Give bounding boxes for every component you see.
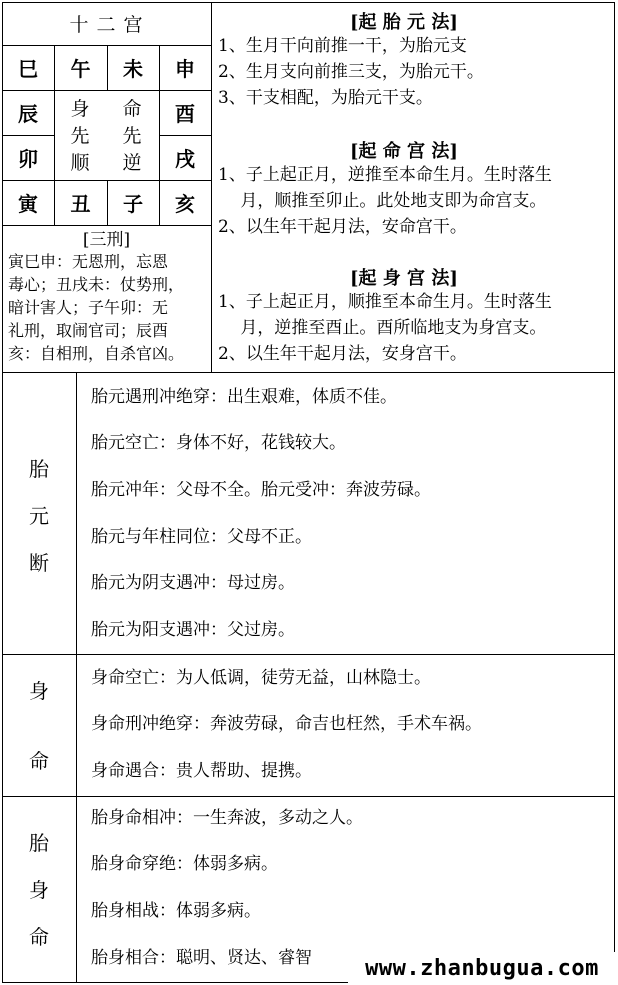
san-xing-title: [三刑] xyxy=(82,229,131,250)
section-item: 胎元遇刑冲绝穿：出生艰难，体质不佳。 xyxy=(91,387,397,407)
san-xing-line: 寅巳申：无恩刑，忘恩 xyxy=(8,252,169,271)
palace-you: 酉 xyxy=(175,102,195,126)
section-label-char: 命 xyxy=(29,924,49,949)
watermark-url: www.zhanbugua.com xyxy=(348,952,616,984)
method-line: 1、生月干向前推一干，为胎元支 xyxy=(218,36,467,56)
method-title-taiyuan: [起 胎 元 法] xyxy=(350,12,458,33)
center-char: 身 xyxy=(70,97,90,120)
section-divider xyxy=(2,654,615,655)
palace-yin: 寅 xyxy=(18,192,38,216)
palace-mao: 卯 xyxy=(18,147,38,171)
san-xing-line: 暗计害人；子午卯：无 xyxy=(8,298,169,317)
section-item: 身命刑冲绝穿：奔波劳碌，命吉也枉然，手术车祸。 xyxy=(91,714,482,734)
method-line: 月，顺推至卯止。此处地支即为命宫支。 xyxy=(218,191,547,211)
center-char: 逆 xyxy=(122,151,142,174)
section-item: 胎元空亡：身体不好，花钱较大。 xyxy=(91,433,346,453)
method-line: 1、子上起正月，顺推至本命生月。生时落生 xyxy=(218,292,552,312)
center-char: 先 xyxy=(70,124,90,147)
section-divider xyxy=(2,372,615,373)
palace-zi: 子 xyxy=(123,192,143,216)
grid-divider-vertical xyxy=(211,2,212,372)
san-xing-line: 礼刑，取闹官司；辰酉 xyxy=(8,321,169,340)
palace-chou: 丑 xyxy=(70,192,91,216)
palace-shen: 申 xyxy=(175,57,195,81)
palace-wei: 未 xyxy=(123,57,143,81)
section-item: 胎元为阴支遇冲：母过房。 xyxy=(91,573,295,593)
method-line: 2、生月支向前推三支，为胎元干。 xyxy=(218,62,484,82)
palace-xu: 戌 xyxy=(175,147,195,171)
section-item: 身命遇合：贵人帮助、提携。 xyxy=(91,761,312,781)
palace-chen: 辰 xyxy=(18,102,38,126)
section-item: 身命空亡：为人低调，徒劳无益，山林隐士。 xyxy=(91,668,431,688)
method-line: 3、干支相配，为胎元干支。 xyxy=(218,88,433,108)
san-xing-line: 毒心；丑戌未：仗势刑， xyxy=(8,275,185,294)
section-item: 胎元冲年：父母不全。胎元受冲：奔波劳碌。 xyxy=(91,480,431,500)
section-label-char: 元 xyxy=(29,503,49,528)
center-char: 命 xyxy=(122,97,142,120)
section-item: 胎身相战：体弱多病。 xyxy=(91,901,261,921)
section-item: 胎身命相冲：一生奔波，多动之人。 xyxy=(91,808,363,828)
section-label-char: 身 xyxy=(29,678,49,703)
section-label-char: 命 xyxy=(29,748,49,773)
grid-title: 十 二 宫 xyxy=(69,14,144,36)
section-item: 胎元与年柱同位：父母不正。 xyxy=(91,527,312,547)
method-line: 1、子上起正月，逆推至本命生月。生时落生 xyxy=(218,165,552,185)
section-label-char: 身 xyxy=(29,877,49,902)
section-label-char: 胎 xyxy=(29,830,49,855)
center-char: 先 xyxy=(122,124,142,147)
center-char: 顺 xyxy=(70,151,90,174)
section-divider xyxy=(2,796,615,797)
label-column-divider xyxy=(76,372,77,983)
palace-si: 巳 xyxy=(18,57,38,81)
method-title-shengong: [起 身 宫 法] xyxy=(350,268,458,289)
section-label-char: 胎 xyxy=(29,456,49,481)
palace-wu: 午 xyxy=(70,57,91,81)
section-item: 胎身相合：聪明、贤达、睿智 xyxy=(91,948,312,968)
section-item: 胎身命穿绝：体弱多病。 xyxy=(91,854,278,874)
method-title-minggong: [起 命 宫 法] xyxy=(350,141,458,162)
palace-hai: 亥 xyxy=(175,192,195,216)
san-xing-line: 亥：自相刑，自杀官凶。 xyxy=(8,344,185,363)
section-label-char: 断 xyxy=(29,550,49,575)
method-line: 2、以生年干起月法，安身宫干。 xyxy=(218,344,467,364)
method-line: 月，逆推至酉止。酉所临地支为身宫支。 xyxy=(218,318,547,338)
method-line: 2、以生年干起月法，安命宫干。 xyxy=(218,217,467,237)
section-item: 胎元为阳支遇冲：父过房。 xyxy=(91,620,295,640)
